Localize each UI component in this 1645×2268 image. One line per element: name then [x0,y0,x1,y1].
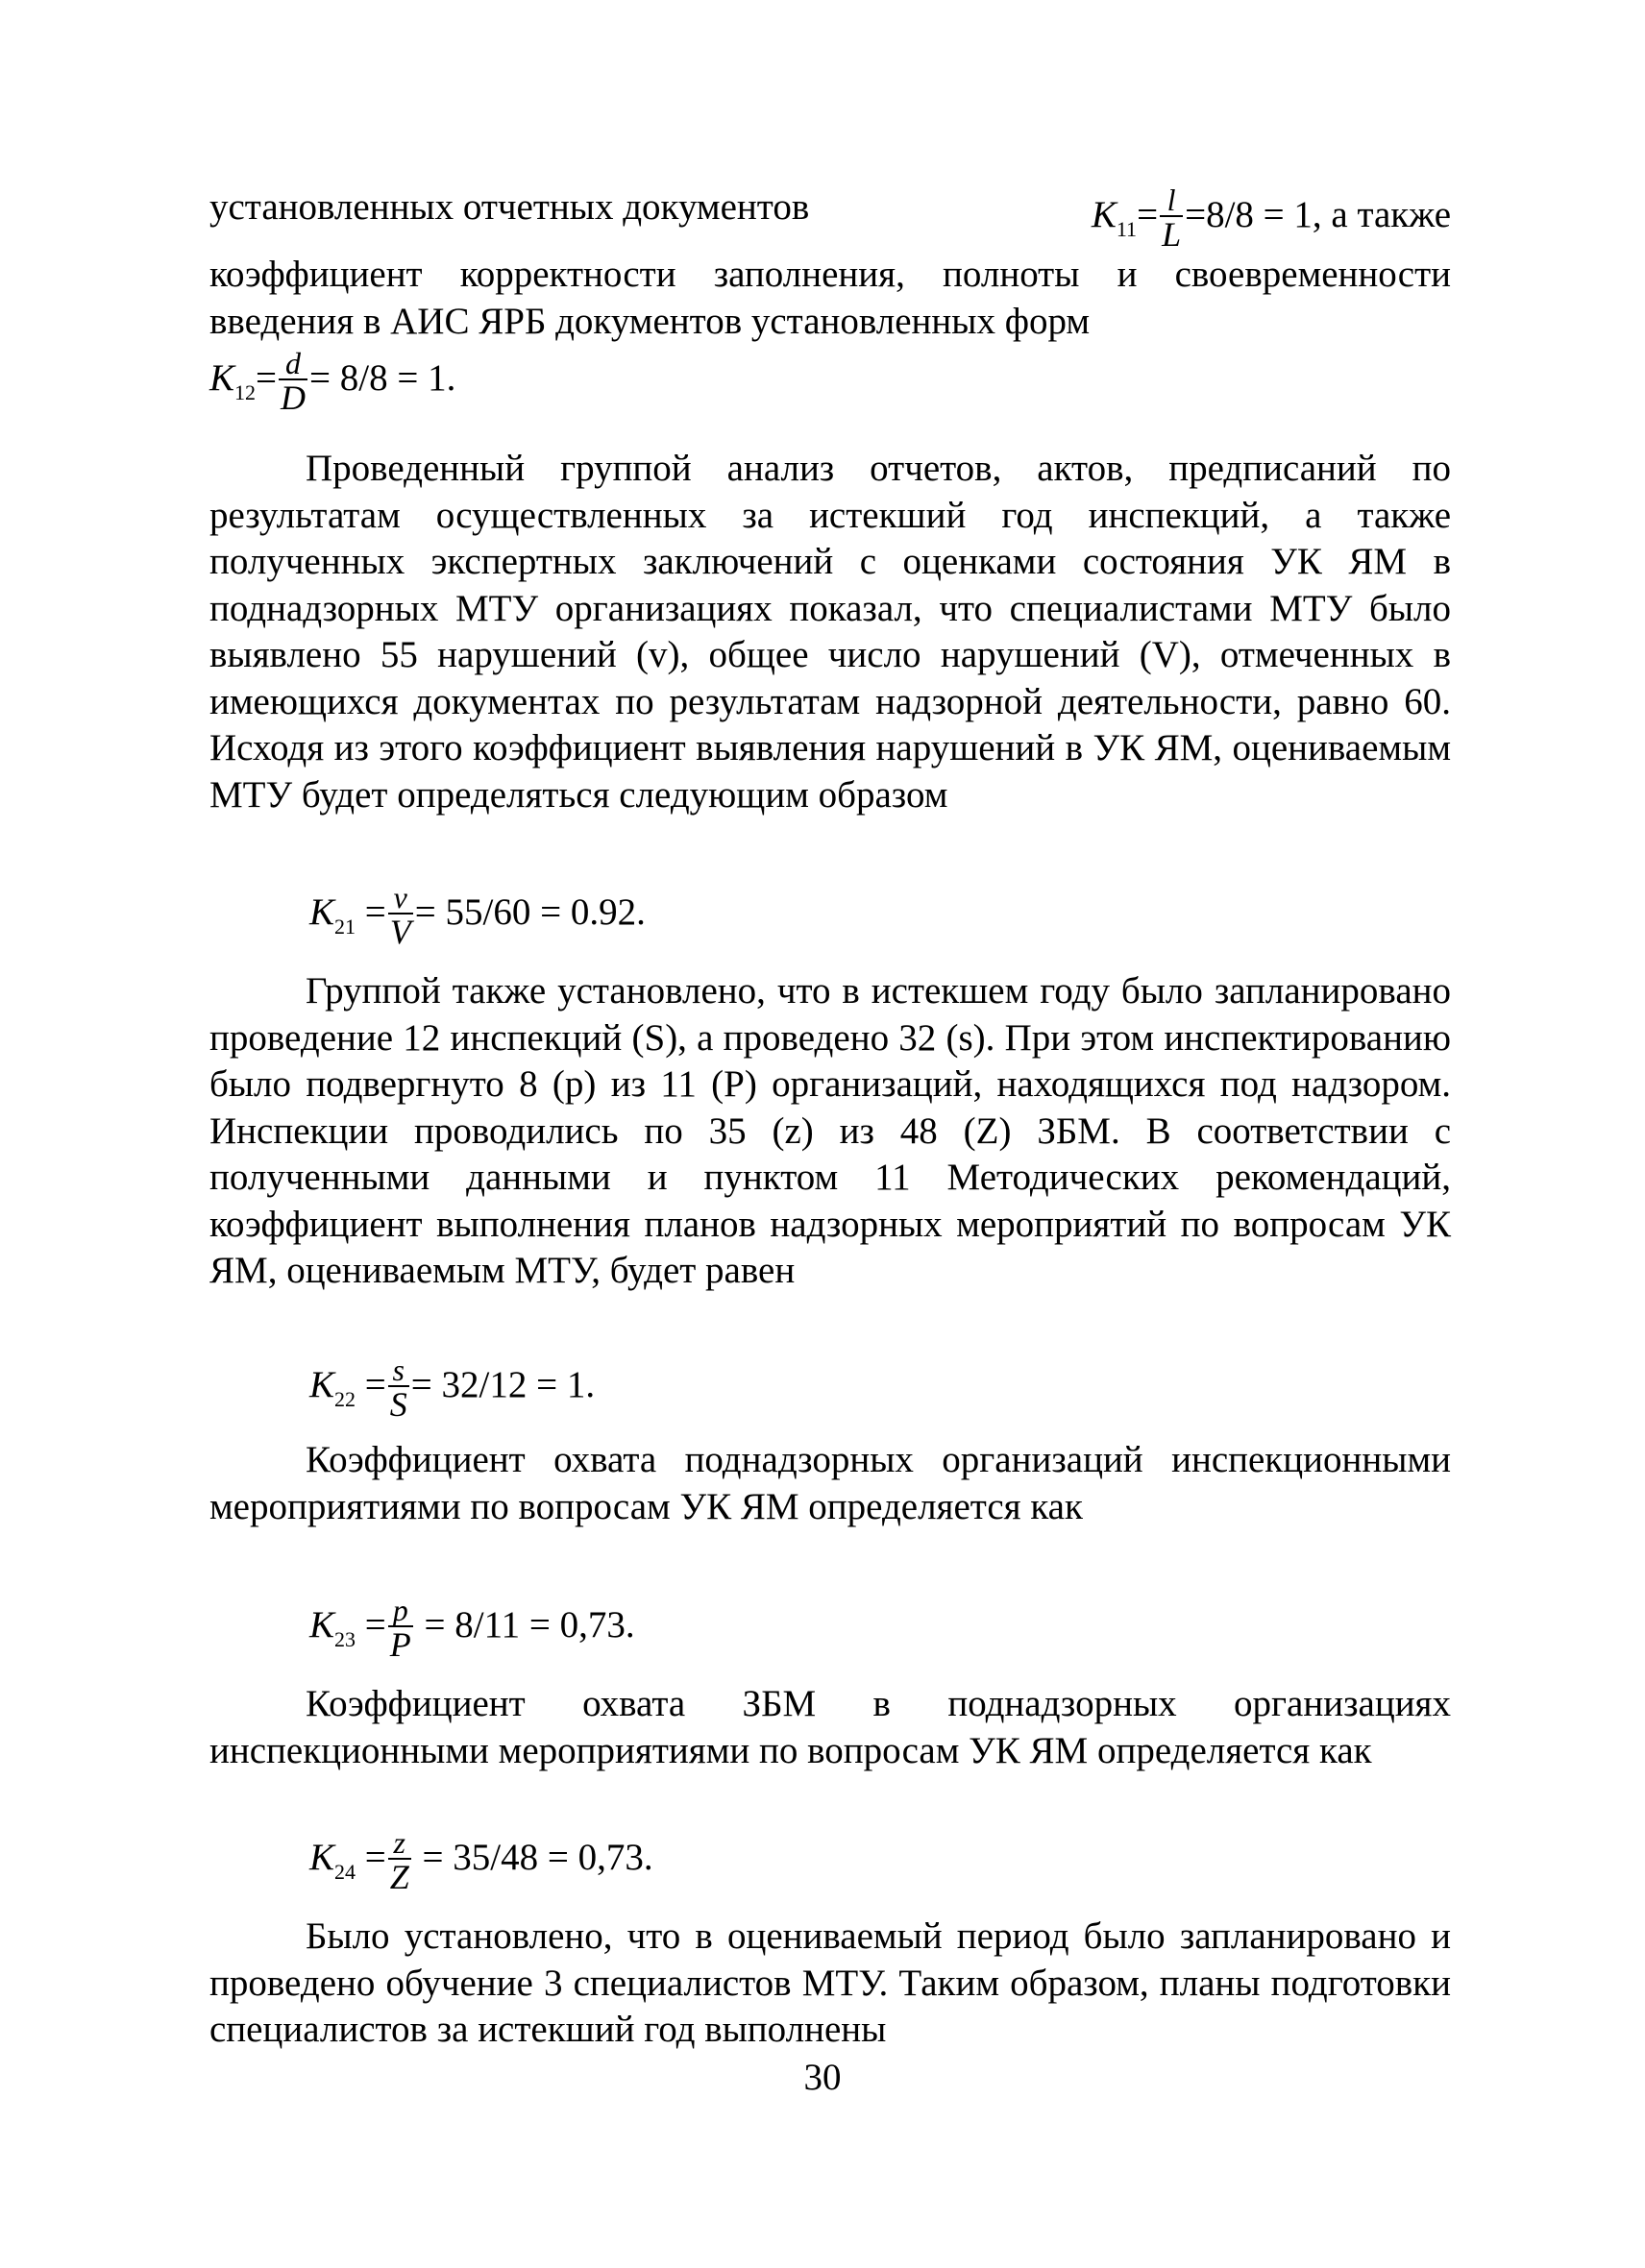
paragraph-training: Было установлено, что в оцениваемый период было запланировано и проведено обучение 3 специалистов МТУ. Таким образом, планы подготовки специалистов за истекший год выполнены [209,1915,1451,2050]
fraction-k24: $\frac{z}{Z}$ [389,1825,409,1896]
formula-k12: $K_{12}=$ $\frac{d}{D}$ = 8/8 = 1. [209,346,456,417]
paragraph-analysis: Проведенный группой анализ отчетов, актов, предписаний по результатам осуществленных за истекший год инспекций, а также полученных экспертных заключений с оценками состояния УК ЯМ в поднадзорных МТУ организациях показал, что специалистами МТУ было выявлено 55 нарушений (v), общее число нарушений (V), отмеченных в имеющихся документах по результатам надзорной деятельности, равно 60. Исходя из этого коэффициент выявления нарушений в УК ЯМ, оцениваемым МТУ будет определяться следующим образом [209,448,1451,816]
formula-k22: $K_{22}$ = $\frac{s}{S}$ = 32/12 = 1. [309,1353,596,1424]
intro-text: установленных отчетных документов [209,186,810,228]
intro-line [209,184,1451,253]
formula-k11: $K_{11}=$ $\frac{l}{L}$ =8/8 = 1, а также [1091,183,1451,254]
paragraph-correctness: коэффициент корректности заполнения, полноты и своевременности введения в АИС ЯРБ документов установленных форм [209,254,1451,342]
paragraph-inspections: Группой также установлено, что в истекшем году было запланировано проведение 12 инспекций (S), а проведено 32 (s). При этом инспектированию было подвергнуто 8 (p) из 11 (P) организаций, находящихся под надзором. Инспекции проводились по 35 (z) из 48 (Z) ЗБМ. В соответствии с полученными данными и пунктом 11 Методических рекомендаций, коэффициент выполнения планов надзорных мероприятий по вопросам УК ЯМ, оцениваемым МТУ, будет равен [209,970,1451,1291]
fraction-k22: $\frac{s}{S}$ [389,1353,407,1424]
paragraph-zbm-coverage: Коэффициент охвата ЗБМ в поднадзорных организациях инспекционными мероприятиями по вопросам УК ЯМ определяется как [209,1683,1451,1771]
fraction-k12: $\frac{d}{D}$ [281,346,307,417]
formula-k24: $K_{24}$ = $\frac{z}{Z}$ = 35/48 = 0,73. [309,1825,653,1896]
formula-k21: $K_{21}$ = $\frac{v}{V}$ = 55/60 = 0.92. [309,880,646,951]
fraction-k11: $\frac{l}{L}$ [1162,183,1182,254]
paragraph-org-coverage: Коэффициент охвата поднадзорных организаций инспекционными мероприятиями по вопросам УК ЯМ определяется как [209,1439,1451,1527]
fraction-k23: $\frac{p}{P}$ [389,1593,411,1664]
page-number: 30 [803,2057,842,2098]
fraction-k21: $\frac{v}{V}$ [389,880,411,951]
formula-k23: $K_{23}$ = $\frac{p}{P}$ = 8/11 = 0,73. [309,1593,635,1664]
